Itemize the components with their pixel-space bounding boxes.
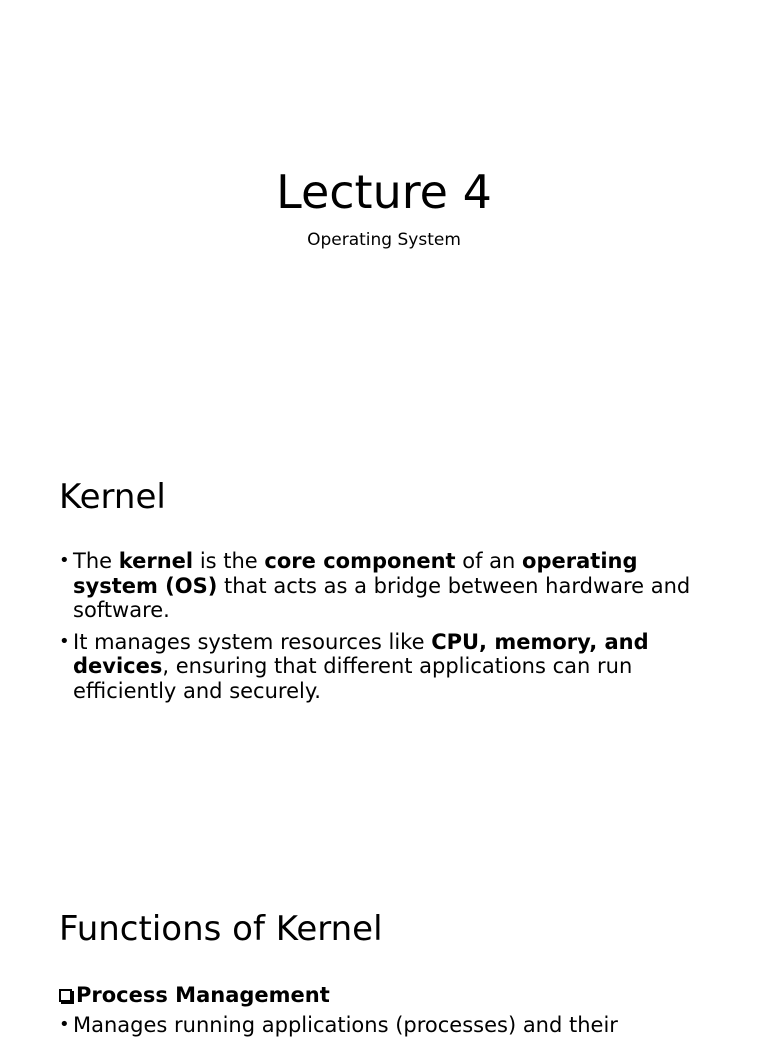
process-management-heading xyxy=(59,982,330,1008)
bullet-dot-icon: • xyxy=(59,1014,70,1035)
bullet-bold-text: kernel xyxy=(118,549,194,573)
sub-heading-text: Process Management xyxy=(76,983,330,1007)
bullet-text: It manages system resources like xyxy=(73,629,432,654)
bullet-dot-icon: • xyxy=(59,630,70,652)
lecture-title: Lecture 4 xyxy=(276,165,492,219)
bullet-text: The xyxy=(73,549,119,573)
kernel-heading: Kernel xyxy=(59,477,166,517)
process-management-bullet xyxy=(59,1013,723,1037)
kernel-bullet-list xyxy=(59,549,709,710)
bullet-bold-text: CPU, memory, and devices xyxy=(73,629,649,678)
functions-heading: Functions of Kernel xyxy=(59,909,383,949)
bullet-text: of an xyxy=(455,549,523,573)
kernel-bullet-2 xyxy=(59,630,709,704)
bullet-bold-text: core component xyxy=(264,549,456,573)
bullet-dot-icon: • xyxy=(59,550,70,571)
bullet-text: Manages running applications (processes) and their xyxy=(73,1013,618,1037)
bullet-bold-text: operating system (OS) xyxy=(73,549,638,598)
bullet-text: , ensuring that different applications can run efficiently and securely. xyxy=(73,654,633,703)
lecture-subtitle: Operating System xyxy=(307,230,461,250)
hollow-square-bullet-icon xyxy=(59,989,72,1002)
kernel-bullet-1 xyxy=(59,549,709,623)
bullet-text: that acts as a bridge between hardware and software. xyxy=(73,573,691,622)
bullet-text: is the xyxy=(193,549,265,573)
